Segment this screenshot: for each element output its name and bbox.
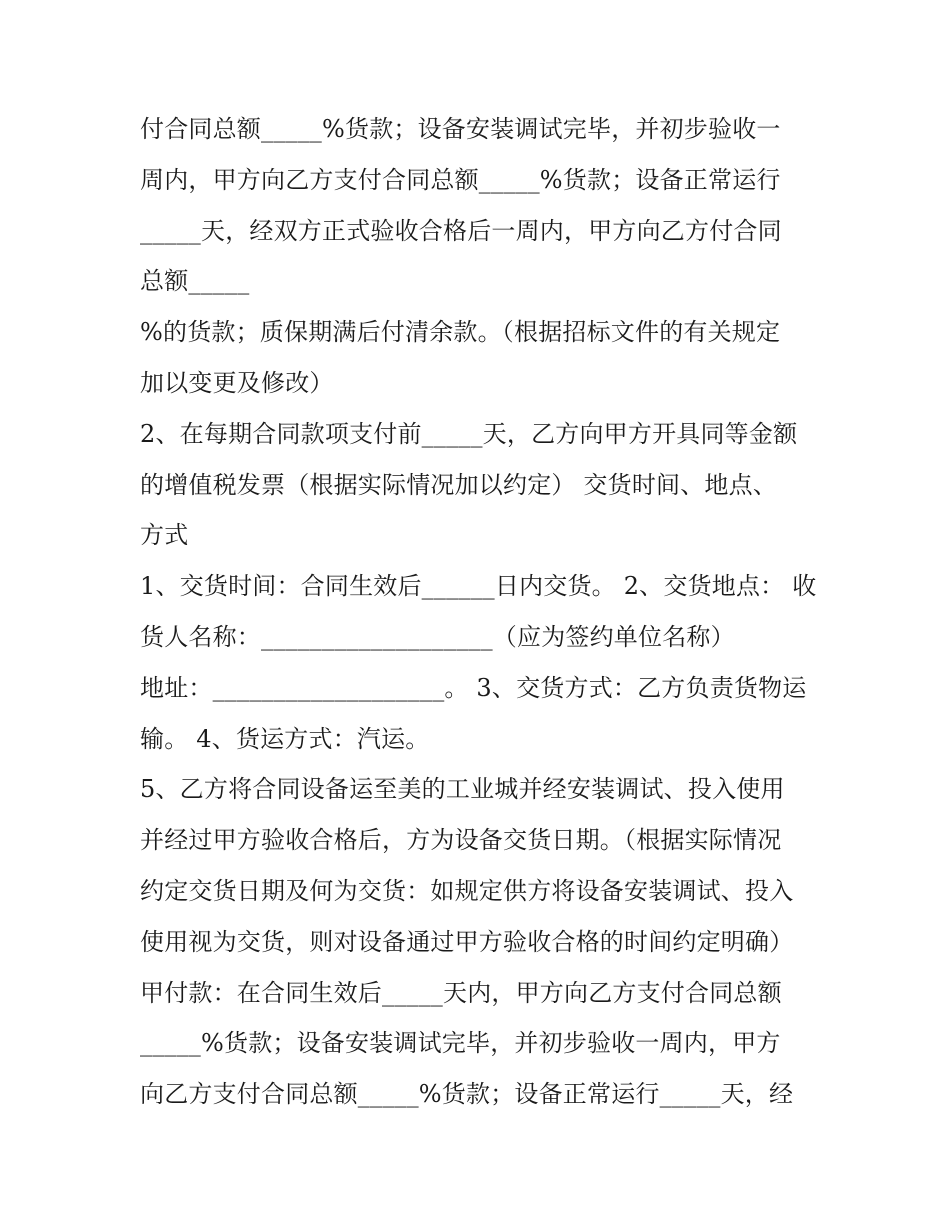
text-line: 输。 4、货运方式：汽运。 bbox=[140, 724, 430, 753]
text-line: 方式 bbox=[140, 521, 189, 550]
text-line: _____%货款；设备安装调试完毕，并初步验收一周内，甲方 bbox=[140, 1029, 781, 1058]
text-line: 5、乙方将合同设备运至美的工业城并经安装调试、投入使用 bbox=[140, 775, 785, 804]
text-line: 地址：___________________。 3、交货方式：乙方负责货物运 bbox=[140, 673, 807, 702]
text-line: 总额_____ bbox=[140, 267, 250, 296]
text-line: 货人名称：___________________（应为签约单位名称） bbox=[140, 622, 735, 651]
text-line: _____天，经双方正式验收合格后一周内，甲方向乙方付合同 bbox=[140, 216, 782, 245]
text-line: 的增值税发票（根据实际情况加以约定） 交货时间、地点、 bbox=[140, 470, 778, 499]
text-line: 甲付款：在合同生效后_____天内，甲方向乙方支付合同总额 bbox=[140, 978, 782, 1007]
text-line: 约定交货日期及何为交货：如规定供方将设备安装调试、投入 bbox=[140, 876, 794, 905]
text-line: 加以变更及修改） bbox=[140, 368, 334, 397]
text-line: 1、交货时间：合同生效后______日内交货。 2、交货地点： 收 bbox=[140, 572, 817, 601]
text-line: 周内，甲方向乙方支付合同总额_____%货款；设备正常运行 bbox=[140, 165, 781, 194]
contract-text-body bbox=[140, 104, 840, 1120]
text-line: 付合同总额_____%货款；设备安装调试完毕，并初步验收一 bbox=[140, 115, 781, 143]
text-line: 并经过甲方验收合格后，方为设备交货日期。（根据实际情况 bbox=[140, 826, 782, 855]
text-line: 2、在每期合同款项支付前_____天，乙方向甲方开具同等金额 bbox=[140, 419, 798, 448]
text-line: 使用视为交货，则对设备通过甲方验收合格的时间约定明确） bbox=[140, 927, 794, 956]
text-line: %的货款；质保期满后付清余款。（根据招标文件的有关规定 bbox=[140, 318, 781, 347]
text-line: 向乙方支付合同总额_____%货款；设备正常运行_____天，经 bbox=[140, 1080, 794, 1109]
